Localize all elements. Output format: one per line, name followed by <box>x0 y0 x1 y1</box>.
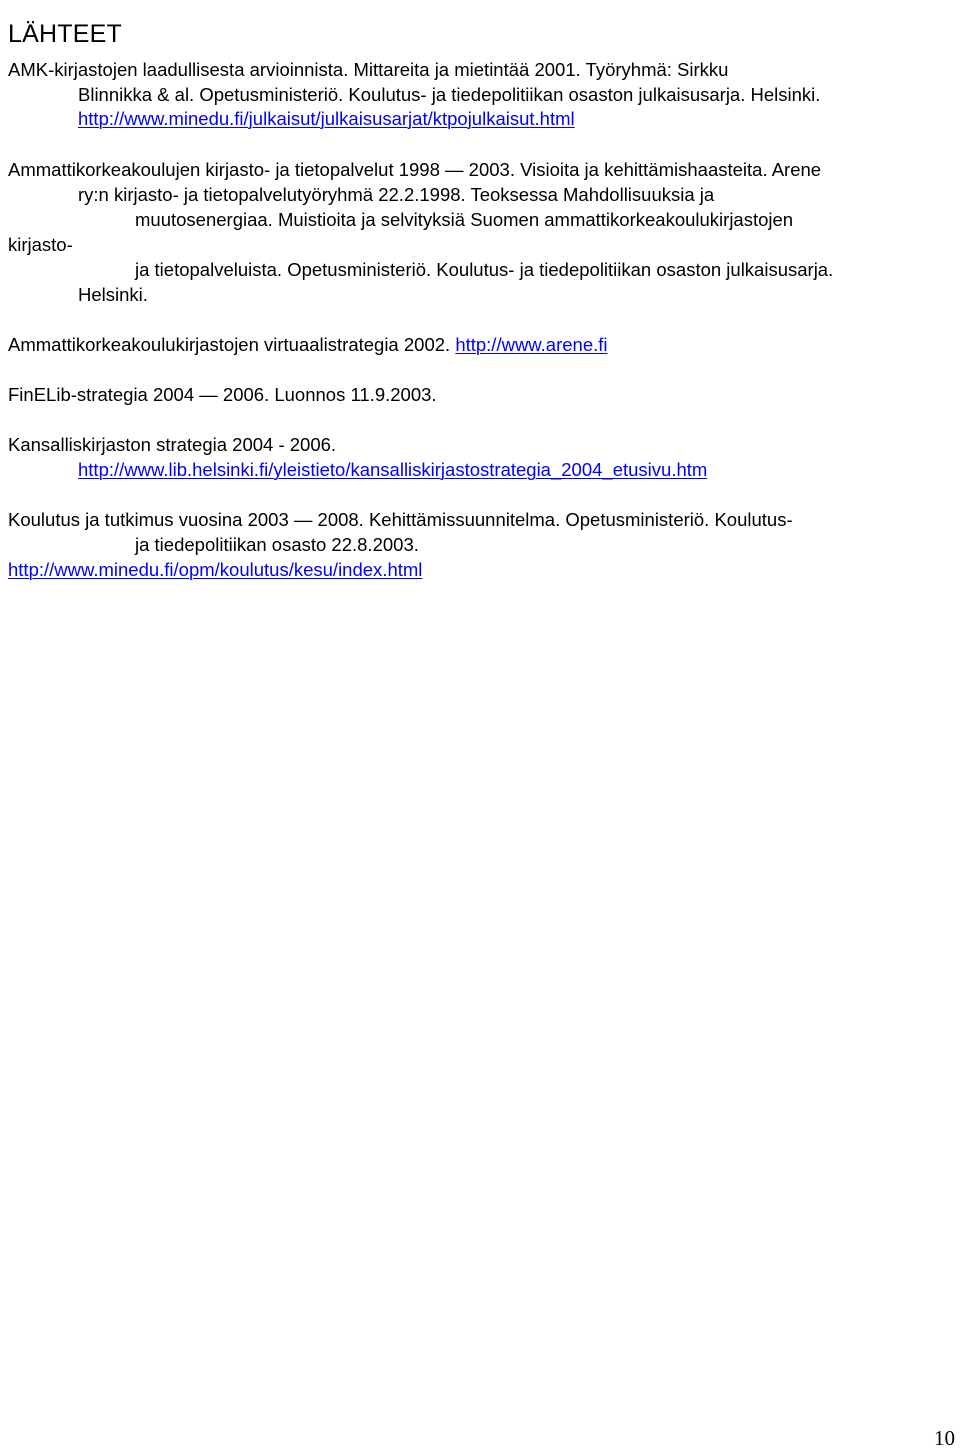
reference-text-line: Helsinki. <box>78 284 148 305</box>
page-title: LÄHTEET <box>8 19 122 48</box>
reference-text-line: kirjasto- <box>8 234 73 255</box>
reference-text: FinELib-strategia 2004 — 2006. Luonnos 11.9.2003. <box>8 384 437 405</box>
reference-text-line: AMK-kirjastojen laadullisesta arvioinnista. Mittareita ja mietintää 2001. Työryhmä: Sirkku <box>8 59 729 80</box>
reference-link[interactable]: http://www.minedu.fi/opm/koulutus/kesu/index.html <box>8 559 423 580</box>
reference-text: Ammattikorkeakoulukirjastojen virtuaalistrategia 2002. <box>8 334 456 355</box>
reference-link[interactable]: http://www.arene.fi <box>455 334 608 355</box>
reference-link[interactable]: http://www.lib.helsinki.fi/yleistieto/kansalliskirjastostrategia_2004_etusivu.htm <box>78 459 708 480</box>
reference-virtuaalistrategia <box>8 333 608 357</box>
reference-text-line: Blinnikka & al. Opetusministeriö. Koulutus- ja tiedepolitiikan osaston julkaisusarja. Helsinki. <box>78 84 821 105</box>
reference-text-line: Ammattikorkeakoulujen kirjasto- ja tietopalvelut 1998 — 2003. Visioita ja kehittämishaasteita. Arene <box>8 159 822 180</box>
reference-text-line: muutosenergiaa. Muistioita ja selvityksiä Suomen ammattikorkeakoulukirjastojen <box>135 209 794 230</box>
reference-text-line: ja tiedepolitiikan osasto 22.8.2003. <box>135 534 419 555</box>
reference-link[interactable]: http://www.minedu.fi/julkaisut/julkaisusarjat/ktpojulkaisut.html <box>78 108 575 129</box>
reference-text-line: Koulutus ja tutkimus vuosina 2003 — 2008. Kehittämissuunnitelma. Opetusministeriö. Koulutus- <box>8 509 793 530</box>
reference-text-line: ry:n kirjasto- ja tietopalvelutyöryhmä 22.2.1998. Teoksessa Mahdollisuuksia ja <box>78 184 715 205</box>
reference-text: Kansalliskirjaston strategia 2004 - 2006. <box>8 434 337 455</box>
page-number: 10 <box>934 1426 955 1450</box>
reference-text-line: ja tietopalveluista. Opetusministeriö. Koulutus- ja tiedepolitiikan osaston julkaisusarja. <box>135 259 834 280</box>
